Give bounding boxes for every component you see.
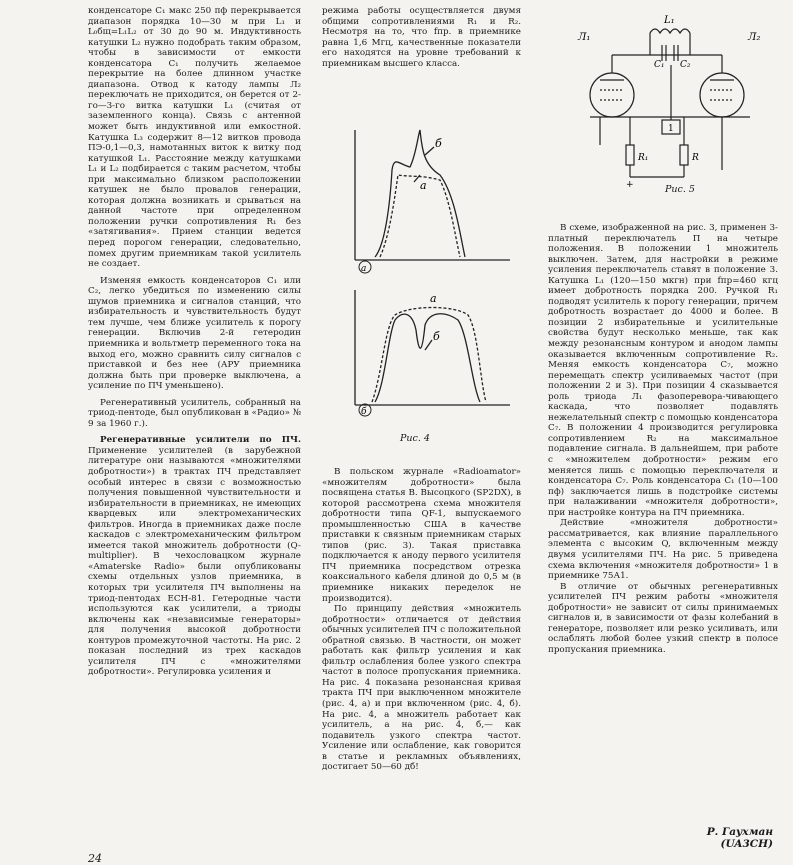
- section-title: Регенеративные усилители по ПЧ.: [100, 435, 301, 446]
- paragraph: Действие «множителя добротности» рассматривается, как влияние параллельного элемента с высоким Q, включенным между двумя усилителями ПЧ. На рис. 5 приведена схема включения «множителя добротности» 1 в приемнике 75А1.: [548, 518, 778, 582]
- label-a: а: [420, 179, 427, 192]
- author-name: Р. Гаухман: [706, 826, 773, 838]
- author-call: (UA3CH): [720, 838, 773, 850]
- column-1: [88, 6, 301, 678]
- paragraph: конденсаторе С₁ макс 250 пф перекрывается диапазон порядка 10—30 м при L₁ и L₀бщ=L₁L₂ от 30 до 90 м. Индуктивность катушки L₂ нужно подобрать таким образом, чтобы в зависимости от емкости конденсатора С₁ получить желаемое перекрытие на более длинном участке диапазона. Отвод к катоду лампы Л₂ переключать не приходится, он берется от 2-го—3-го витка катушки L₁ (считая от заземленного конца). Связь с антенной может быть индуктивной или емкостной. Катушка L₃ содержит 8—12 витков провода ПЭ-0,1—0,3, намотанных виток к витку под катушкой L₁. Расстояние между катушками L₁ и L₂ подбирается с таким расчетом, чтобы при максимально близком расположении катушек не было провалов генерации, которая должна возникать и срываться на данной частоте при определенном положении ручки сопротивления R₁ без «затягивания». Прием станции ведется перед порогом генерации, следовательно, помех другим приемникам такой усилитель не создает.: [88, 6, 301, 270]
- paragraph: Регенеративный усилитель, собранный на триод-пентоде, был опубликован в «Радио» № 9 за 1960 г.).: [88, 397, 302, 429]
- r1-label: R₁: [638, 153, 649, 163]
- paragraph: Изменяя емкость конденсаторов С₁ или С₂, легко убедиться по изменению силы шумов приемника и сигналов станций, что избирательность и чувствительность будут тем лучше, чем ближе усилитель к порогу генерации. Включив 2-й гетеродин приемника и вольтметр переменного тока на выход его, можно сравнить силу сигналов с приставкой и без нее (АРУ приемника должна быть при проверке выключена, а усиление по ПЧ уменьшено).: [88, 275, 301, 392]
- column-3: [548, 223, 778, 655]
- tube2-label: Л₂: [748, 32, 761, 43]
- label-b2: б: [433, 330, 440, 343]
- label-a2: а: [430, 292, 437, 305]
- paragraph: В схеме, изображенной на рис. 3, применен 3-платный переключатель П на четыре положения. В положении 1 множитель выключен. Затем, для настройки в режиме усиления переключатель ставят в положение 3. Катушка L₁ (120—150 мкгн) при fпр=460 кгц имеет добротность порядка 200. Ручкой R₁ подводят усилитель к порогу генерации, причем добротность возрастает до 4000 и более. В позиции 2 избирательные и усилительные свойства будут несколько меньше, так как между резонансным контуром и анодом лампы оказывается включенным сопротивление R₂. Меняя емкость конденсатора С₇, можно перемещать спектр усиливаемых частот (при положении 2 и 3). При позиции 4 сказывается роль триода Л₁ фазоперевора-чивающего каскада, что позволяет подавлять нежелательный спектр с помощью конденсатора С₇. В положении 4 производится регулировка сопротивлением R₂ на максимальное подавление сигнала. В дальнейшем, при работе с «множителем добротности» режим его меняется лишь с помощью переключателя и конденсатора С₇. Роль конденсатора С₁ (10—100 пф) заключается лишь в подстройке системы при налаживании «множителя добротности», при настройке контура на ПЧ приемника.: [548, 223, 778, 518]
- figure-5: [570, 5, 780, 190]
- r-label: R: [692, 153, 699, 163]
- paragraph: По принципу действия «множитель добротности» отличается от действия обычных усилителей ПЧ с положительной обратной связью. В частности, он может работать как фильтр усиления и как фильтр ослабления более узкого спектра частот в полосе пропускания приемника. На рис. 4 показана резонансная кривая тракта ПЧ при выключенном множителе (рис. 4, а) и при включенном (рис. 4, б). На рис. 4, а множитель работает как усилитель, а на рис. 4, б,— как подавитель узкого спектра частот. Усиление или ослабление, как говорится в статье и рекламных объявлениях, достигает 50—60 дб!: [322, 604, 521, 773]
- plus-label: +: [626, 180, 634, 190]
- paragraph: режима работы осуществляется двумя общими сопротивлениями R₁ и R₂. Несмотря на то, что fпр. в приемнике равна 1,6 Мгц, качественные показатели его находятся на уровне требований к приемникам высшего класса.: [322, 6, 521, 69]
- column-2-bottom: [322, 467, 521, 773]
- signature: [707, 826, 773, 850]
- paragraph: В отличие от обычных регенеративных усилителей ПЧ режим работы «множителя добротности» не зависит от силы принимаемых сигналов и, в зависимости от фазы колебаний в генераторе, позволяет или резко усиливать, или ослаблять любой более узкий спектр в полосе пропускания приемника.: [548, 581, 778, 655]
- sub-a: а: [361, 264, 367, 274]
- fig4-caption: Рис. 4: [400, 433, 430, 444]
- sub-b: б: [361, 407, 367, 417]
- paragraph: Применение усилителей (в зарубежной литературе они называются «множителями добротности») в трактах ПЧ представляет особый интерес в связи с возможностью получения повышенной чувствительности и избирательности в приемниках, не имеющих кварцевых или электромеханических фильтров. Иногда в приемниках даже после каскадов с электромеханическим фильтром имеется такой множитель добротности (Q-multiplier). В чехословацком журнале «Amaterske Radio» были опубликованы схемы отдельных узлов приемника, в которых три усилителя ПЧ выполнены на триод-пентодах ECH-81. Гетеродные части используются как усилители, а триоды включены как «независимые генераторы» для получения высокой добротности контуров промежуточной частоты. На рис. 2 показан последний из трех каскадов усилителя ПЧ с «множителями добротности». Регулировка усиления и: [88, 445, 301, 678]
- c2-label: C₂: [680, 60, 691, 70]
- figure-4: [330, 125, 530, 465]
- tube1-label: Л₁: [578, 32, 591, 43]
- fig5-caption: Рис. 5: [665, 184, 695, 195]
- page-number: 24: [88, 852, 102, 865]
- label-b: б: [435, 137, 442, 150]
- c1-label: C₁: [654, 60, 665, 70]
- box-label: 1: [668, 124, 674, 134]
- column-2-top: [322, 6, 521, 69]
- coil-label: L₁: [664, 15, 675, 26]
- paragraph: В польском журнале «Radioamator» «множителям добротности» была посвящена статья В. Высоцкого (SP2DX), в которой рассмотрена схема множителя добротности типа QF-1, выпускаемого промышленностью США в качестве приставки к связным приемникам старых типов (рис. 3). Такая приставка подключается к аноду первого усилителя ПЧ приемника посредством отрезка коаксиального кабеля длиной до 0,5 м (в приемнике никаких переделок не производится).: [322, 467, 522, 604]
